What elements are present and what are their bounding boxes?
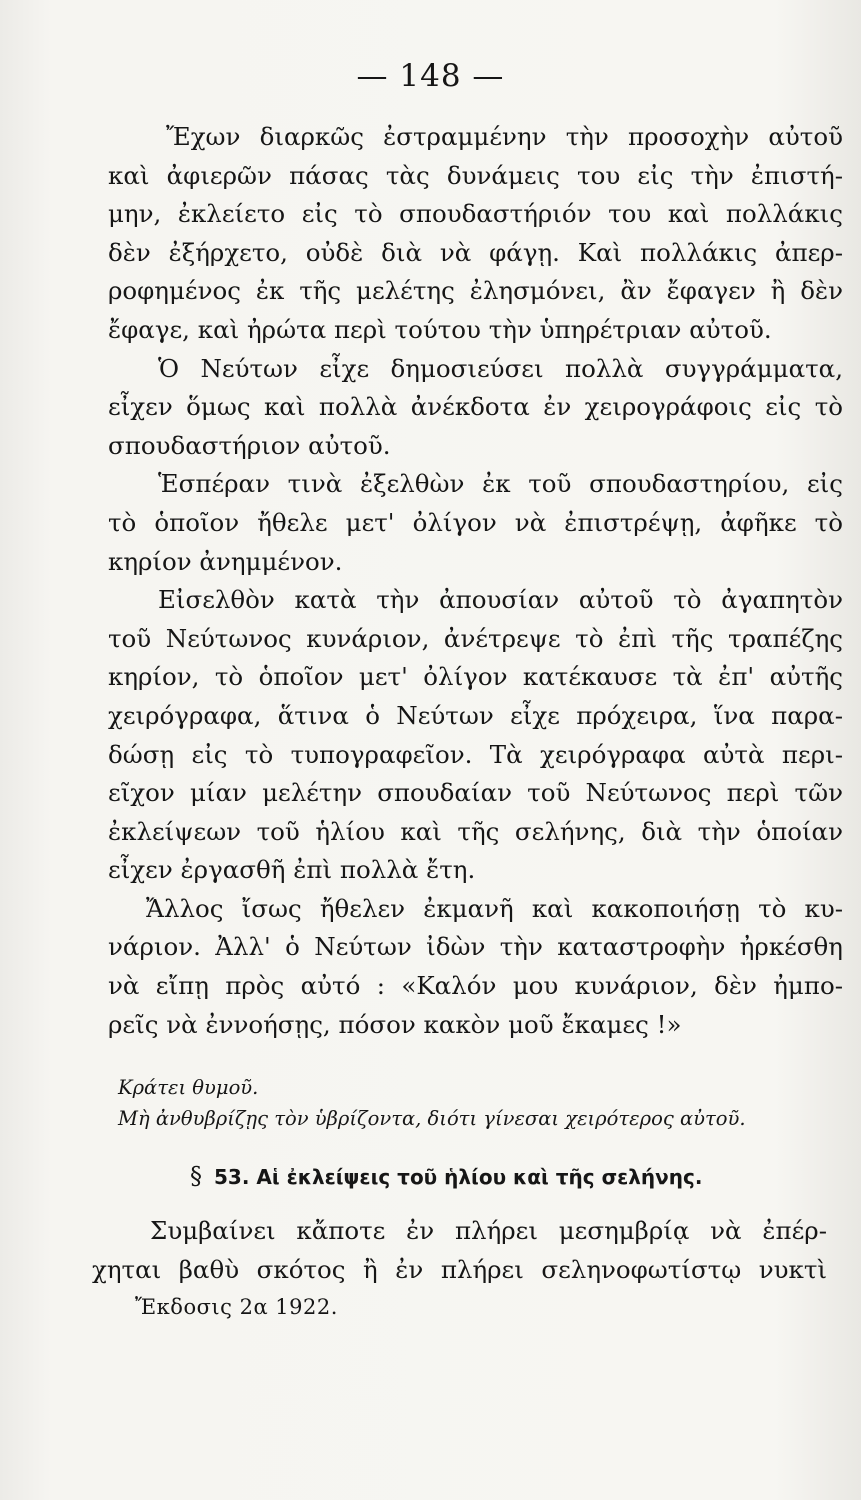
text-line: ρεῖς νὰ ἐννοήσῃς, πόσον κακὸν μοῦ ἔκαμες !» xyxy=(108,1009,682,1039)
motto-text: Μὴ ἀνθυβρίζῃς τὸν ὑβρίζοντα, διότι γίνεσαι χειρότερος αὐτοῦ. xyxy=(118,1107,746,1130)
section-sign: § xyxy=(190,1162,202,1190)
section-title: 53. Αἱ ἐκλείψεις τοῦ ἡλίου καὶ τῆς σελήνης. xyxy=(214,1165,703,1189)
text-line: εἶχεν ὅμως καὶ πολλὰ ἀνέκδοτα ἐν χειρογράφοις εἰς τὸ xyxy=(108,392,843,422)
paragraph-1 xyxy=(108,118,843,350)
text-line: κηρίον, τὸ ὁποῖον μετ' ὀλίγον κατέκαυσε τὰ ἐπ' αὐτῆς xyxy=(108,662,843,692)
text-line: χηται βαθὺ σκότος ἢ ἐν πλήρει σεληνοφωτίστῳ νυκτὶ xyxy=(92,1254,827,1284)
section-heading xyxy=(190,1162,790,1190)
edition-note: Ἔκδοσις 2α 1922. xyxy=(135,1295,338,1319)
text-line: εἶχεν ἐργασθῆ ἐπὶ πολλὰ ἔτη. xyxy=(108,855,476,885)
text-line: νάριον. Ἀλλ' ὁ Νεύτων ἰδὼν τὴν καταστροφὴν ἠρκέσθη xyxy=(108,932,843,962)
motto-title: Κράτει θυμοῦ. xyxy=(118,1076,259,1099)
text-line: εῖχον μίαν μελέτην σπουδαίαν τοῦ Νεύτωνος περὶ τῶν xyxy=(108,778,843,808)
text-line: καὶ ἀφιερῶν πάσας τὰς δυνάμεις του εἰς τὴν ἐπιστή- xyxy=(108,160,843,190)
text-line: ροφημένος ἐκ τῆς μελέτης ἐλησμόνει, ἂν ἔφαγεν ἢ δὲν xyxy=(108,276,843,306)
text-line: Ἄλλος ἴσως ἤθελεν ἐκμανῆ καὶ κακοποιήσῃ τὸ κυ- xyxy=(146,893,843,923)
paragraph-4 xyxy=(108,581,843,890)
motto xyxy=(118,1072,838,1134)
text-line: Ἑσπέραν τινὰ ἐξελθὼν ἐκ τοῦ σπουδαστηρίου, εἰς xyxy=(158,469,843,499)
text-line: Ἔχων διαρκῶς ἐστραμμένην τὴν προσοχὴν αὐτοῦ xyxy=(166,122,843,151)
text-line: Ὁ Νεύτων εἶχε δημοσιεύσει πολλὰ συγγράμματα, xyxy=(158,353,843,383)
text-line: δώσῃ εἰς τὸ τυπογραφεῖον. Τὰ χειρόγραφα αὐτὰ περι- xyxy=(108,739,843,769)
text-line: σπουδαστήριον αὐτοῦ. xyxy=(108,430,391,460)
text-line: τὸ ὁποῖον ἤθελε μετ' ὀλίγον νὰ ἐπιστρέψῃ, ἀφῆκε τὸ xyxy=(108,507,843,537)
text-line: ἐκλείψεων τοῦ ἡλίου καὶ τῆς σελήνης, διὰ τὴν ὁποίαν xyxy=(108,816,843,846)
text-line: Συμβαίνει κἄποτε ἐν πλήρει μεσημβρίᾳ νὰ ἐπέρ- xyxy=(150,1216,827,1245)
paragraph-5 xyxy=(108,890,843,1044)
main-text xyxy=(108,118,843,1044)
text-line: δὲν ἐξήρχετο, οὐδὲ διὰ νὰ φάγῃ. Καὶ πολλάκις ἀπερ- xyxy=(108,237,843,267)
text-line: Εἰσελθὸν κατὰ τὴν ἀπουσίαν αὐτοῦ τὸ ἀγαπητὸν xyxy=(158,585,843,615)
text-line: χειρόγραφα, ἅτινα ὁ Νεύτων εἶχε πρόχειρα, ἵνα παρα- xyxy=(108,700,843,730)
paragraph-2 xyxy=(108,350,843,466)
page-number: — 148 — xyxy=(356,58,505,94)
text-line: τοῦ Νεύτωνος κυνάριον, ἀνέτρεψε τὸ ἐπὶ τῆς τραπέζης xyxy=(108,623,843,653)
text-line: μην, ἐκλείετο εἰς τὸ σπουδαστήριόν του καὶ πολλάκις xyxy=(108,199,843,229)
text-line: κηρίον ἀνημμένον. xyxy=(108,546,343,576)
text-line: νὰ εἴπῃ πρὸς αὐτό : «Καλόν μου κυνάριον, δὲν ἠμπο- xyxy=(108,971,843,1001)
paragraph-3 xyxy=(108,465,843,581)
section-text xyxy=(92,1212,827,1289)
text-line: ἔφαγε, καὶ ἠρώτα περὶ τούτου τὴν ὑπηρέτριαν αὐτοῦ. xyxy=(108,314,772,344)
